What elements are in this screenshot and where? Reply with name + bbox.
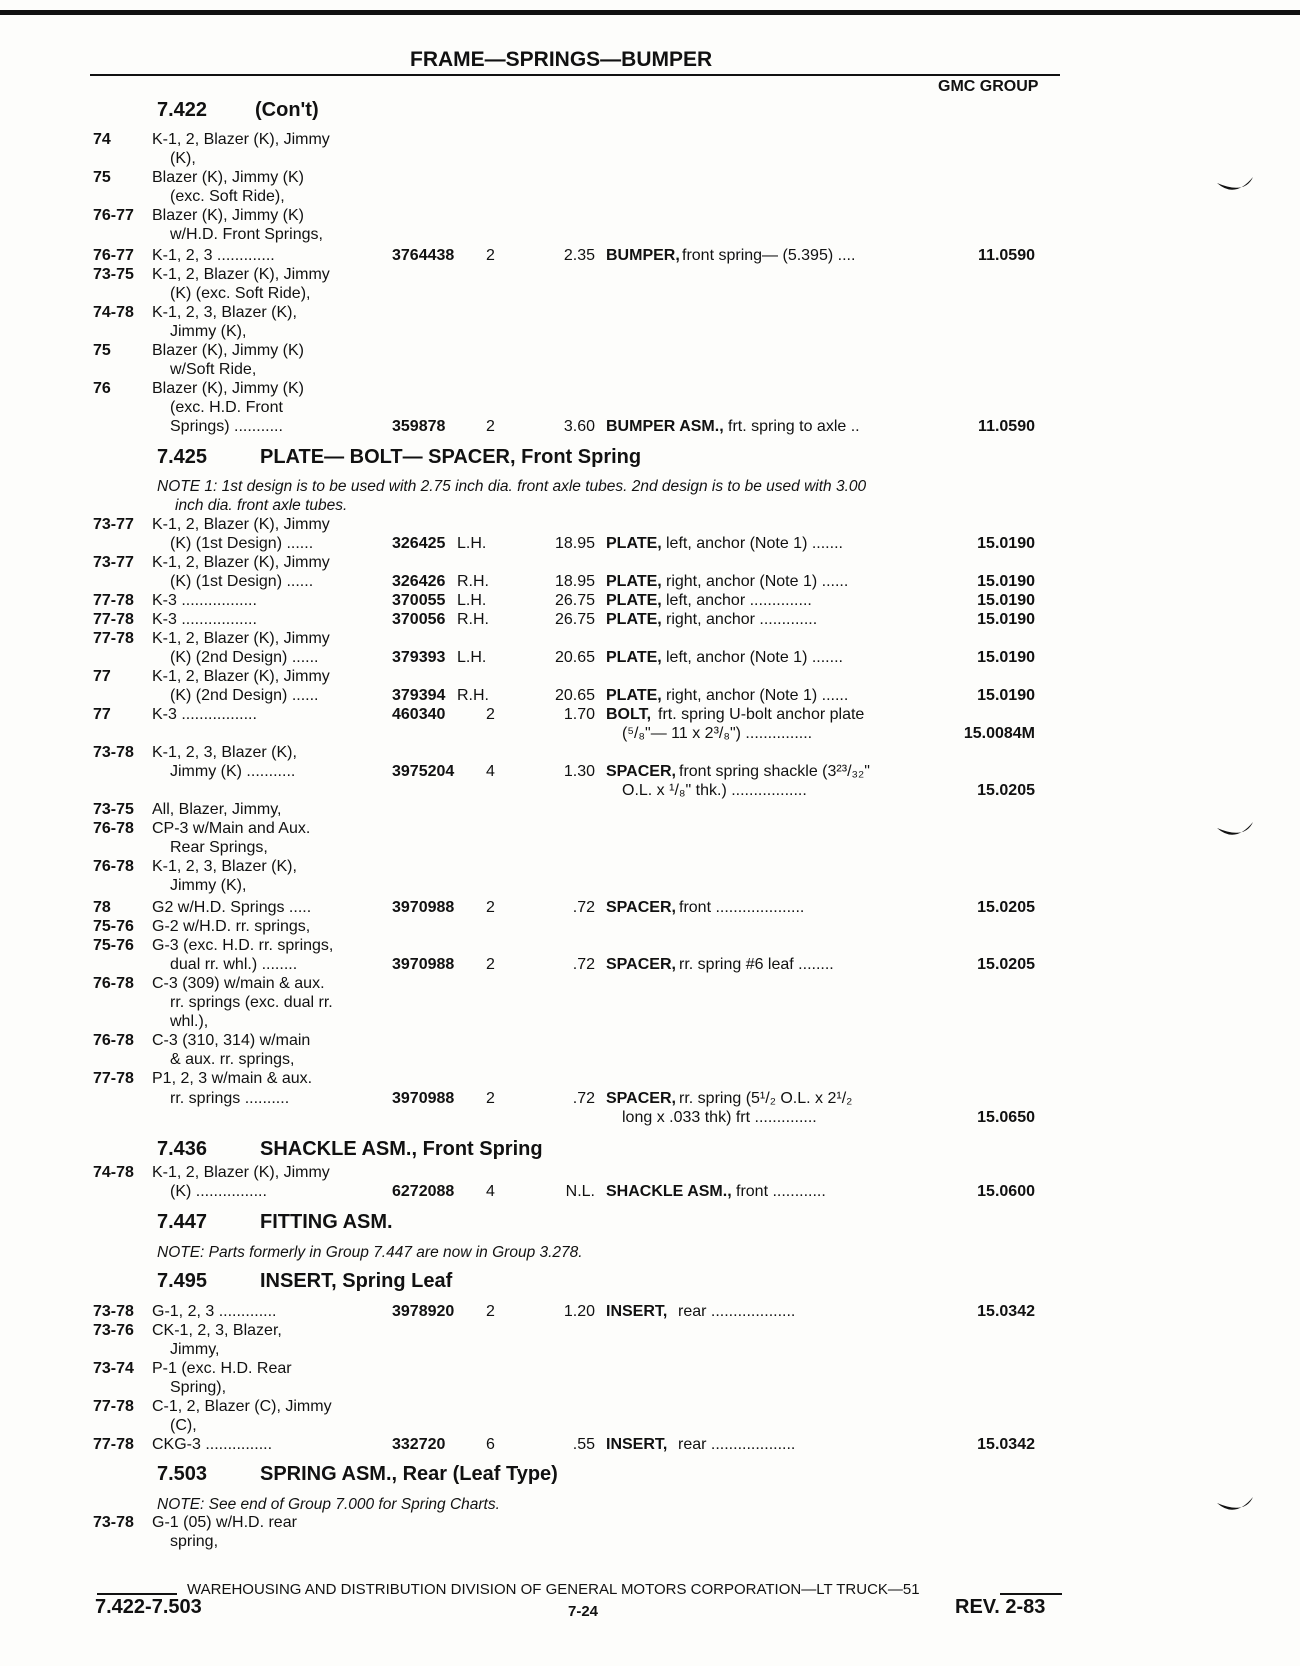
application-text: (exc. Soft Ride), <box>170 188 285 205</box>
part-number: 379393 <box>392 649 446 666</box>
price: .72 <box>572 1090 595 1107</box>
part-number: 3970988 <box>392 956 455 973</box>
section-title: (Con't) <box>255 99 319 121</box>
application-text: Blazer (K), Jimmy (K) <box>152 342 304 359</box>
part-name: SHACKLE ASM., <box>606 1183 732 1200</box>
price: 26.75 <box>554 592 595 609</box>
price: 1.70 <box>563 706 595 723</box>
model-year: 73-78 <box>93 1303 134 1320</box>
price: 20.65 <box>554 687 595 704</box>
group-label: GMC GROUP <box>938 78 1039 95</box>
part-number: 370056 <box>392 611 446 628</box>
part-description: left, anchor (Note 1) ....... <box>666 649 843 666</box>
quantity: 2 <box>486 899 495 916</box>
model-year: 73-77 <box>93 516 134 533</box>
quantity: R.H. <box>457 611 489 628</box>
part-description: frt. spring to axle .. <box>728 418 860 435</box>
section-number: 7.422 <box>157 99 208 121</box>
part-description: right, anchor (Note 1) ...... <box>666 687 849 704</box>
model-year: 73-76 <box>93 1322 134 1339</box>
group-number: 15.0190 <box>977 687 1035 704</box>
quantity: 2 <box>486 1303 495 1320</box>
part-description: front ............ <box>736 1183 826 1200</box>
part-description: long x .033 thk) frt .............. <box>622 1109 817 1126</box>
application-text: spring, <box>170 1533 219 1550</box>
group-number: 15.0205 <box>977 899 1035 916</box>
application-text: CKG-3 ............... <box>152 1436 273 1453</box>
application-text: Jimmy (K), <box>170 877 247 894</box>
footer-rev: REV. 2-83 <box>955 1596 1046 1618</box>
group-number: 15.0084M <box>963 725 1035 742</box>
group-number: 15.0205 <box>977 956 1035 973</box>
price: 18.95 <box>554 573 595 590</box>
application-text: (exc. H.D. Front <box>170 399 283 416</box>
group-number: 15.0190 <box>977 535 1035 552</box>
part-number: 460340 <box>392 706 446 723</box>
group-number: 15.0205 <box>977 782 1035 799</box>
application-text: (K) (exc. Soft Ride), <box>170 285 311 302</box>
model-year: 77-78 <box>93 630 134 647</box>
model-year: 76-78 <box>93 820 134 837</box>
model-year: 73-75 <box>93 266 134 283</box>
price: 20.65 <box>554 649 595 666</box>
footer-page: 7-24 <box>568 1603 599 1620</box>
group-number: 15.0650 <box>977 1109 1035 1126</box>
model-year: 77 <box>93 706 111 723</box>
application-text: (K) (2nd Design) ...... <box>170 649 319 666</box>
group-number: 15.0190 <box>977 573 1035 590</box>
part-name: BUMPER, <box>606 247 680 264</box>
application-text: dual rr. whl.) ........ <box>170 956 298 973</box>
part-description: front spring shackle (3²³/₃₂" <box>679 763 870 780</box>
application-text: K-3 ................. <box>152 592 257 609</box>
quantity: 2 <box>486 247 495 264</box>
application-text: G-3 (exc. H.D. rr. springs, <box>152 937 334 954</box>
application-text: K-1, 2, Blazer (K), Jimmy <box>152 1164 330 1181</box>
application-text: (K), <box>170 150 196 167</box>
application-text: (K) (2nd Design) ...... <box>170 687 319 704</box>
model-year: 78 <box>93 899 111 916</box>
section-title: SPRING ASM., Rear (Leaf Type) <box>260 1463 558 1485</box>
model-year: 74 <box>93 131 111 148</box>
section-number: 7.503 <box>157 1463 208 1485</box>
part-number: 3975204 <box>392 763 455 780</box>
part-name: INSERT, <box>606 1303 668 1320</box>
section-note: NOTE 1: 1st design is to be used with 2.75 inch dia. front axle tubes. 2nd design is to be used with 3.00 <box>157 478 867 495</box>
part-description: right, anchor ............. <box>666 611 818 628</box>
part-description: left, anchor .............. <box>666 592 812 609</box>
part-name: SPACER, <box>606 956 676 973</box>
model-year: 75-76 <box>93 918 134 935</box>
quantity: 2 <box>486 418 495 435</box>
quantity: 6 <box>486 1436 495 1453</box>
model-year: 76-77 <box>93 247 134 264</box>
application-text: K-1, 2, 3, Blazer (K), <box>152 858 297 875</box>
part-number: 3764438 <box>392 247 455 264</box>
application-text: K-1, 2, 3, Blazer (K), <box>152 744 297 761</box>
part-name: BUMPER ASM., <box>606 418 724 435</box>
quantity: R.H. <box>457 687 489 704</box>
binder-hole-mark <box>1215 1495 1255 1517</box>
model-year: 75 <box>93 342 111 359</box>
model-year: 77-78 <box>93 1436 134 1453</box>
application-text: C-3 (309) w/main & aux. <box>152 975 325 992</box>
part-description: front spring— (5.395) .... <box>682 247 856 264</box>
part-description: rear ................... <box>678 1436 796 1453</box>
binder-hole-mark <box>1215 175 1255 197</box>
price: N.L. <box>565 1183 595 1200</box>
group-number: 15.0190 <box>977 649 1035 666</box>
part-number: 3978920 <box>392 1303 455 1320</box>
footer-rule-left <box>97 1593 177 1595</box>
application-text: Spring), <box>170 1379 227 1396</box>
model-year: 75 <box>93 169 111 186</box>
part-description: rr. spring #6 leaf ........ <box>679 956 834 973</box>
binder-hole-mark <box>1215 820 1255 842</box>
model-year: 77-78 <box>93 1398 134 1415</box>
section-number: 7.495 <box>157 1270 208 1292</box>
group-number: 15.0190 <box>977 592 1035 609</box>
section-title: PLATE— BOLT— SPACER, Front Spring <box>260 446 642 468</box>
part-name: BOLT, <box>606 706 652 723</box>
price: 3.60 <box>563 418 595 435</box>
model-year: 74-78 <box>93 304 134 321</box>
model-year: 73-74 <box>93 1360 134 1377</box>
application-text: C-3 (310, 314) w/main <box>152 1032 311 1049</box>
part-description: right, anchor (Note 1) ...... <box>666 573 849 590</box>
price: 26.75 <box>554 611 595 628</box>
application-text: K-1, 2, Blazer (K), Jimmy <box>152 668 330 685</box>
model-year: 76 <box>93 380 111 397</box>
part-number: 3970988 <box>392 1090 455 1107</box>
part-name: PLATE, <box>606 592 662 609</box>
application-text: K-1, 2, Blazer (K), Jimmy <box>152 266 330 283</box>
application-text: Rear Springs, <box>170 839 268 856</box>
application-text: rr. springs (exc. dual rr. <box>170 994 333 1011</box>
part-description: O.L. x ¹/₈" thk.) ................. <box>622 782 807 799</box>
model-year: 73-77 <box>93 554 134 571</box>
application-text: K-1, 2, 3 ............. <box>152 247 275 264</box>
part-number: 6272088 <box>392 1183 455 1200</box>
part-number: 326426 <box>392 573 446 590</box>
section-note: NOTE: Parts formerly in Group 7.447 are now in Group 3.278. <box>157 1244 583 1261</box>
price: 1.20 <box>563 1303 595 1320</box>
part-description: left, anchor (Note 1) ....... <box>666 535 843 552</box>
model-year: 77-78 <box>93 1070 134 1087</box>
part-name: PLATE, <box>606 649 662 666</box>
application-text: K-1, 2, Blazer (K), Jimmy <box>152 131 330 148</box>
title-rule <box>90 74 1060 76</box>
part-name: PLATE, <box>606 611 662 628</box>
application-text: P-1 (exc. H.D. Rear <box>152 1360 292 1377</box>
group-number: 15.0190 <box>977 611 1035 628</box>
model-year: 76-78 <box>93 975 134 992</box>
section-number: 7.436 <box>157 1138 208 1160</box>
application-text: K-3 ................. <box>152 611 257 628</box>
application-text: Springs) ........... <box>170 418 283 435</box>
model-year: 76-77 <box>93 207 134 224</box>
application-text: P1, 2, 3 w/main & aux. <box>152 1070 313 1087</box>
section-number: 7.447 <box>157 1211 208 1233</box>
part-number: 370055 <box>392 592 446 609</box>
page-title: FRAME—SPRINGS—BUMPER <box>410 48 713 71</box>
application-text: Blazer (K), Jimmy (K) <box>152 207 304 224</box>
application-text: w/Soft Ride, <box>170 361 257 378</box>
application-text: (K) (1st Design) ...... <box>170 573 314 590</box>
footer-range: 7.422-7.503 <box>95 1596 202 1618</box>
application-text: G-1, 2, 3 ............. <box>152 1303 277 1320</box>
quantity: L.H. <box>457 535 487 552</box>
footer-line: WAREHOUSING AND DISTRIBUTION DIVISION OF GENERAL MOTORS CORPORATION—LT TRUCK—51 <box>187 1581 920 1598</box>
section-note: NOTE: See end of Group 7.000 for Spring Charts. <box>157 1496 500 1513</box>
group-number: 15.0342 <box>977 1303 1035 1320</box>
part-number: 332720 <box>392 1436 446 1453</box>
section-number: 7.425 <box>157 446 208 468</box>
part-number: 326425 <box>392 535 446 552</box>
application-text: K-1, 2, 3, Blazer (K), <box>152 304 297 321</box>
top-border <box>0 10 1300 15</box>
application-text: Blazer (K), Jimmy (K) <box>152 380 304 397</box>
quantity: 2 <box>486 706 495 723</box>
model-year: 75-76 <box>93 937 134 954</box>
model-year: 77-78 <box>93 592 134 609</box>
model-year: 73-75 <box>93 801 134 818</box>
quantity: 2 <box>486 956 495 973</box>
part-name: INSERT, <box>606 1436 668 1453</box>
part-number: 359878 <box>392 418 446 435</box>
application-text: (K) ................ <box>170 1183 267 1200</box>
section-title: INSERT, Spring Leaf <box>260 1270 453 1292</box>
application-text: K-3 ................. <box>152 706 257 723</box>
application-text: Jimmy, <box>170 1341 220 1358</box>
application-text: K-1, 2, Blazer (K), Jimmy <box>152 516 330 533</box>
application-text: w/H.D. Front Springs, <box>170 226 323 243</box>
quantity: R.H. <box>457 573 489 590</box>
part-name: SPACER, <box>606 1090 676 1107</box>
quantity: L.H. <box>457 592 487 609</box>
application-text: C-1, 2, Blazer (C), Jimmy <box>152 1398 332 1415</box>
model-year: 77 <box>93 668 111 685</box>
price: 18.95 <box>554 535 595 552</box>
part-description: front .................... <box>679 899 805 916</box>
model-year: 73-78 <box>93 1514 134 1531</box>
section-title: FITTING ASM. <box>260 1211 393 1233</box>
quantity: 4 <box>486 763 495 780</box>
part-description: rear ................... <box>678 1303 796 1320</box>
part-number: 379394 <box>392 687 446 704</box>
footer-rule-right <box>1000 1593 1062 1595</box>
group-number: 15.0342 <box>977 1436 1035 1453</box>
application-text: All, Blazer, Jimmy, <box>152 801 282 818</box>
application-text: Blazer (K), Jimmy (K) <box>152 169 304 186</box>
part-name: PLATE, <box>606 573 662 590</box>
application-text: rr. springs .......... <box>170 1090 290 1107</box>
group-number: 11.0590 <box>978 418 1035 435</box>
part-name: SPACER, <box>606 899 676 916</box>
part-description: (⁵/₈"— 11 x 2³/₈") ............... <box>622 725 813 742</box>
application-text: G-1 (05) w/H.D. rear <box>152 1514 297 1531</box>
application-text: Jimmy (K) ........... <box>170 763 296 780</box>
model-year: 73-78 <box>93 744 134 761</box>
group-number: 11.0590 <box>978 247 1035 264</box>
part-number: 3970988 <box>392 899 455 916</box>
part-name: SPACER, <box>606 763 676 780</box>
application-text: G2 w/H.D. Springs ..... <box>152 899 312 916</box>
part-description: rr. spring (5¹/₂ O.L. x 2¹/₂ <box>679 1090 853 1107</box>
price: .72 <box>572 956 595 973</box>
quantity: 4 <box>486 1183 495 1200</box>
application-text: CK-1, 2, 3, Blazer, <box>152 1322 282 1339</box>
application-text: CP-3 w/Main and Aux. <box>152 820 311 837</box>
part-name: PLATE, <box>606 535 662 552</box>
quantity: 2 <box>486 1090 495 1107</box>
application-text: K-1, 2, Blazer (K), Jimmy <box>152 630 330 647</box>
model-year: 76-78 <box>93 1032 134 1049</box>
model-year: 77-78 <box>93 611 134 628</box>
application-text: (K) (1st Design) ...... <box>170 535 314 552</box>
price: 1.30 <box>563 763 595 780</box>
price: .55 <box>572 1436 595 1453</box>
model-year: 76-78 <box>93 858 134 875</box>
part-name: PLATE, <box>606 687 662 704</box>
section-title: SHACKLE ASM., Front Spring <box>260 1138 543 1160</box>
application-text: & aux. rr. springs, <box>170 1051 295 1068</box>
application-text: (C), <box>170 1417 197 1434</box>
price: .72 <box>572 899 595 916</box>
application-text: K-1, 2, Blazer (K), Jimmy <box>152 554 330 571</box>
model-year: 74-78 <box>93 1164 134 1181</box>
application-text: G-2 w/H.D. rr. springs, <box>152 918 311 935</box>
part-description: frt. spring U-bolt anchor plate <box>658 706 865 723</box>
application-text: whl.), <box>170 1013 209 1030</box>
price: 2.35 <box>563 247 595 264</box>
group-number: 15.0600 <box>977 1183 1035 1200</box>
section-note: inch dia. front axle tubes. <box>175 497 348 514</box>
application-text: Jimmy (K), <box>170 323 247 340</box>
quantity: L.H. <box>457 649 487 666</box>
